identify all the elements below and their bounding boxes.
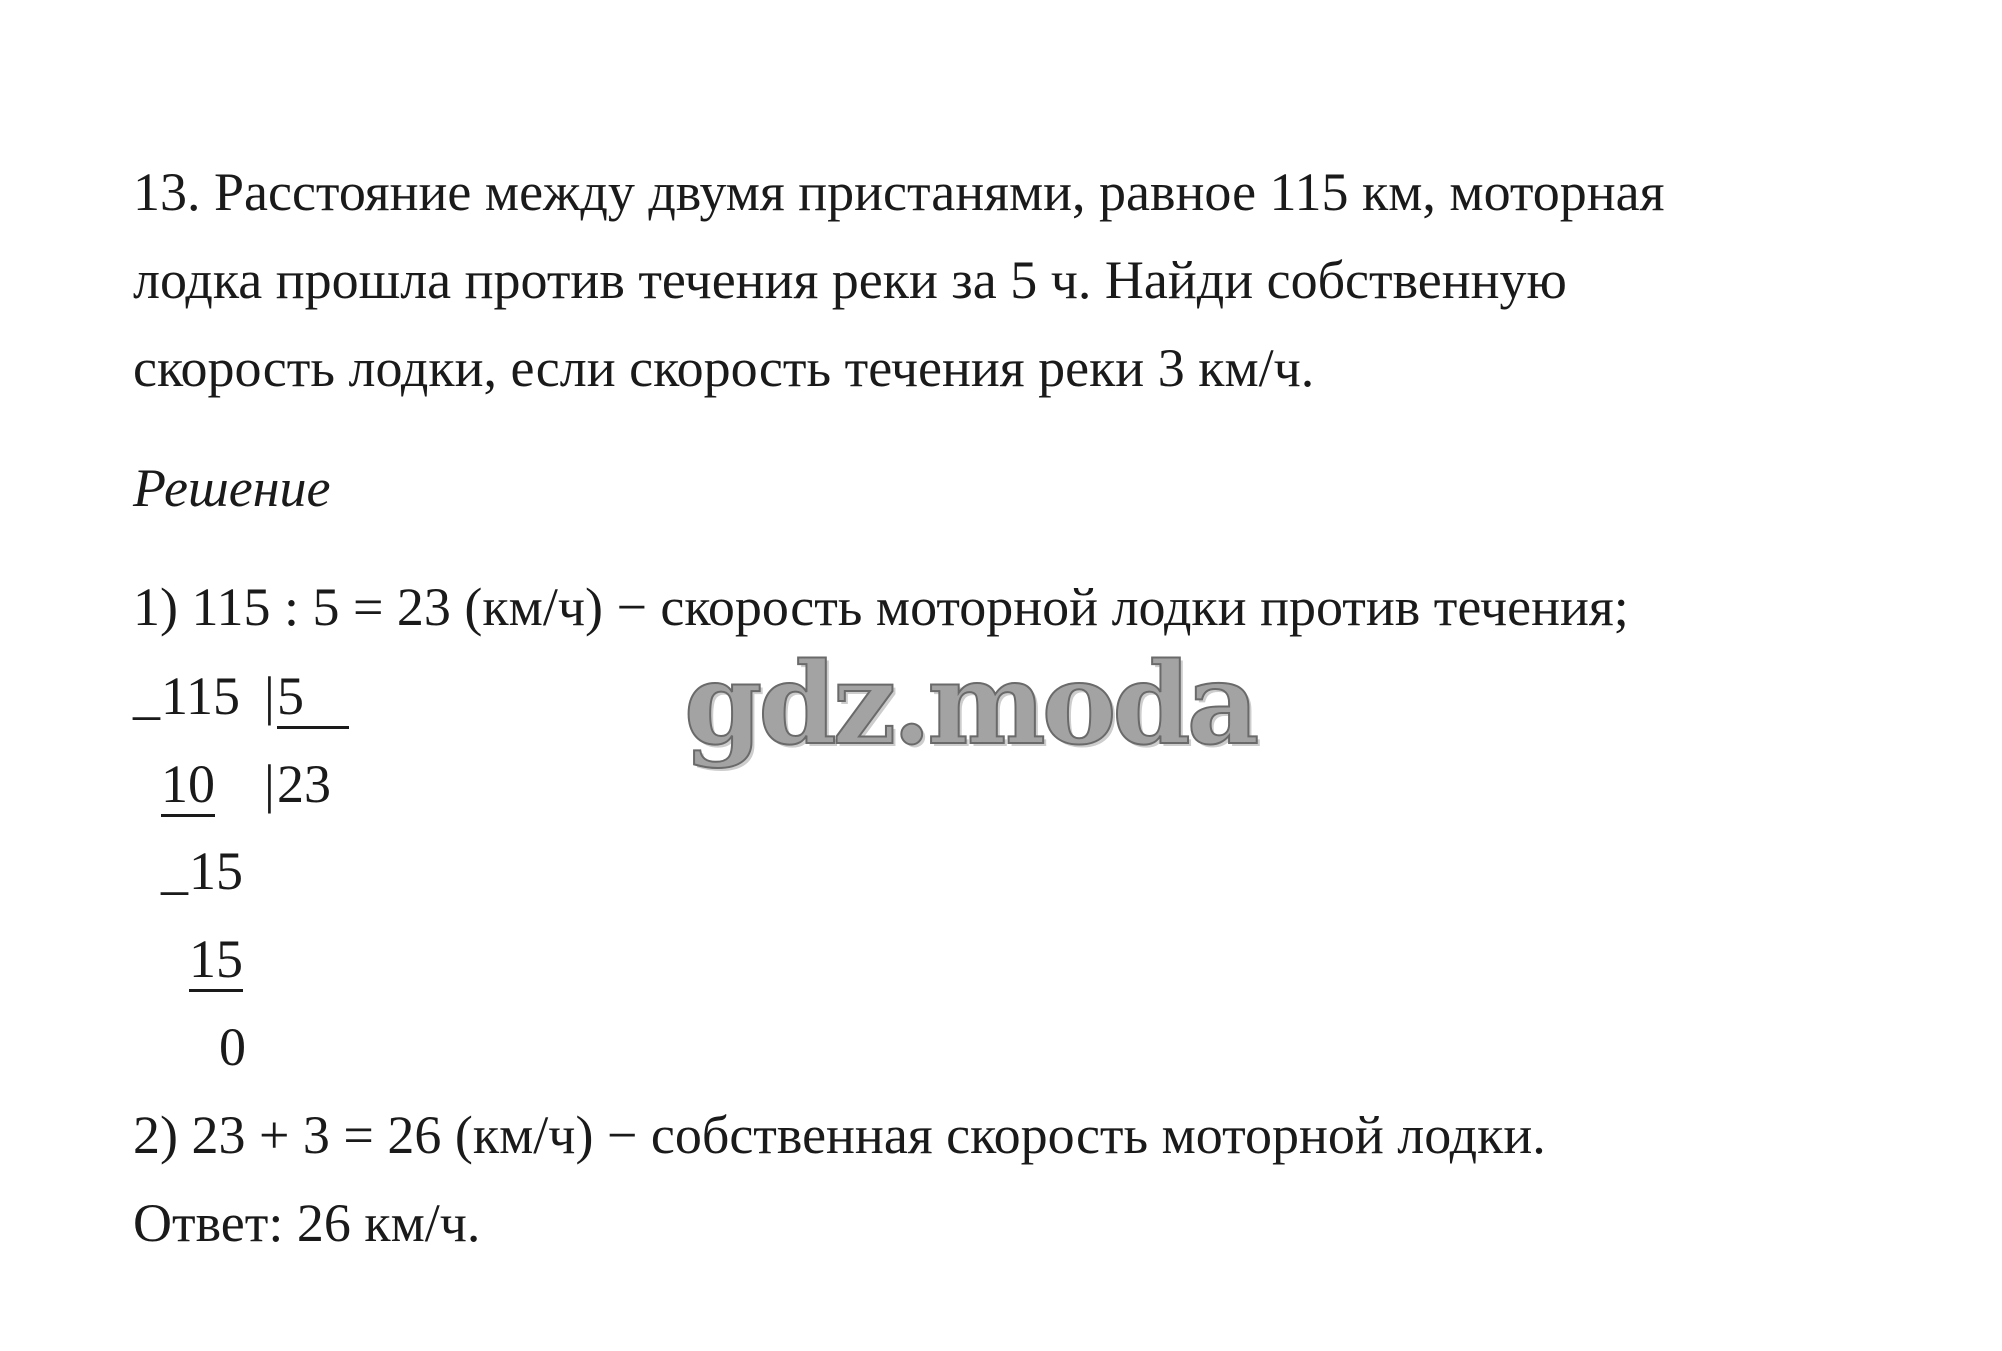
division-quotient: 23 <box>277 754 331 814</box>
answer-line: Ответ: 26 км/ч. <box>133 1193 481 1253</box>
problem-line-3: скорость лодки, если скорость течения реки 3 км/ч. <box>133 338 1315 398</box>
division-remainder-2: 0 <box>219 1017 246 1077</box>
watermark-logo: gdz.moda <box>684 639 1256 770</box>
division-subtrahend-2: 15 <box>189 929 243 992</box>
division-minus-1: _ <box>133 665 160 725</box>
division-bar-2: | <box>264 754 275 814</box>
solution-step-1: 1) 115 : 5 = 23 (км/ч) − скорость моторной лодки против течения; <box>133 577 1629 637</box>
solution-step-2: 2) 23 + 3 = 26 (км/ч) − собственная скорость моторной лодки. <box>133 1105 1546 1165</box>
division-dividend: 115 <box>161 666 240 726</box>
division-divisor: 5 <box>277 666 349 729</box>
division-bar-1: | <box>264 666 275 726</box>
solution-heading: Решение <box>133 458 331 518</box>
division-minus-2: _ <box>161 840 188 900</box>
problem-line-1: 13. Расстояние между двумя пристанями, равное 115 км, моторная <box>133 162 1665 222</box>
division-subtrahend-1: 10 <box>161 754 215 817</box>
problem-line-2: лодка прошла против течения реки за 5 ч. Найди собственную <box>133 250 1567 310</box>
division-remainder-1: 15 <box>189 841 243 901</box>
